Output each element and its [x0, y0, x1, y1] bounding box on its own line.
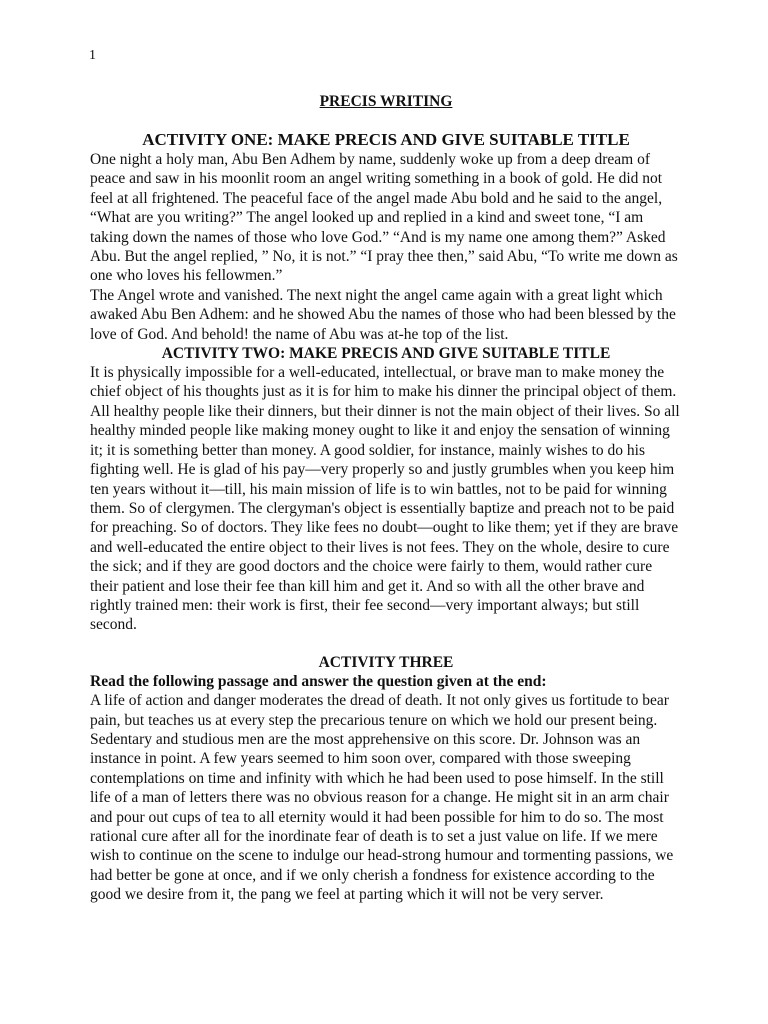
activity-two-paragraph: It is physically impossible for a well-educated, intellectual, or brave man to make money the chief object of his thoughts just as it is for him to make his dinner the principal object of them. All healthy people like their dinners, but their dinner is not the main object of their lives. So all healthy minded people like making money ought to like it and enjoy the sensation of winning it; it is something better than money. A good soldier, for instance, mainly wishes to do his fighting well. He is glad of his pay—very properly so and justly grumbles when you keep him ten years without it—till, his main mission of life is to win battles, not to be paid for winning them. So of clergymen. The clergyman's object is essentially baptize and preach not to be paid for preaching. So of doctors. They like fees no doubt—ought to like them; yet if they are brave and well-educated the entire object to their lives is not fees. They on the whole, desire to cure the sick; and if they are good doctors and the choice were fairly to them, would rather cure their patient and lose their fee than kill him and get it. And so with all the other brave and rightly trained men: their work is first, their fee second—very important always; but still second. [90, 364, 680, 634]
activity-one-paragraph-1: One night a holy man, Abu Ben Adhem by name, suddenly woke up from a deep dream of peace and saw in his moonlit room an angel writing something in a book of gold. He did not feel at all frightened. The peaceful face of the angel made Abu bold and he said to the angel, “What are you writing?” The angel looked up and replied in a kind and sweet tone, “I am taking down the names of those who love God.” “And is my name one among them?” Asked Abu. But the angel replied, ” No, it is not.” “I pray thee then,” said Abu, “To write me down as one who loves his fellowmen.” [90, 151, 678, 285]
activity-two-section [90, 344, 682, 635]
document-title: PRECIS WRITING [319, 93, 453, 110]
activity-three-instruction: Read the following passage and answer the question given at the end: [90, 672, 547, 690]
activity-one-section [90, 130, 682, 344]
section-spacer [90, 635, 682, 653]
activity-three-heading: ACTIVITY THREE [318, 653, 454, 671]
document-body [90, 92, 682, 905]
activity-two-heading: ACTIVITY TWO: MAKE PRECIS AND GIVE SUITABLE TITLE [161, 345, 611, 363]
activity-three-section [90, 653, 682, 905]
activity-one-heading: ACTIVITY ONE: MAKE PRECIS AND GIVE SUITABLE TITLE [142, 130, 630, 149]
page-number: 1 [89, 48, 96, 63]
activity-one-paragraph-2: The Angel wrote and vanished. The next night the angel came again with a great light which awaked Abu Ben Adhem: and he showed Abu the names of those who had been blessed by the love of God. And behold! the name of Abu was at-he top of the list. [90, 286, 676, 343]
activity-three-paragraph: A life of action and danger moderates the dread of death. It not only gives us fortitude to bear pain, but teaches us at every step the precarious tenure on which we hold our present being. Sedentary and studious men are the most apprehensive on this score. Dr. Johnson was an instance in point. A few years seemed to him soon over, compared with those sweeping contemplations on time and infinity with which he had been used to pose himself. In the still life of a man of letters there was no obvious reason for a change. He might sit in an arm chair and pour out cups of tea to all eternity would it had been possible for him to do so. The most rational cure after all for the inordinate fear of death is to set a just value on life. If we mere wish to continue on the scene to indulge our head-strong humour and tormenting passions, we had better be gone at once, and if we only cherish a fondness for existence according to the good we desire from it, the pang we feel at parting which it will not be very server. [90, 692, 674, 904]
